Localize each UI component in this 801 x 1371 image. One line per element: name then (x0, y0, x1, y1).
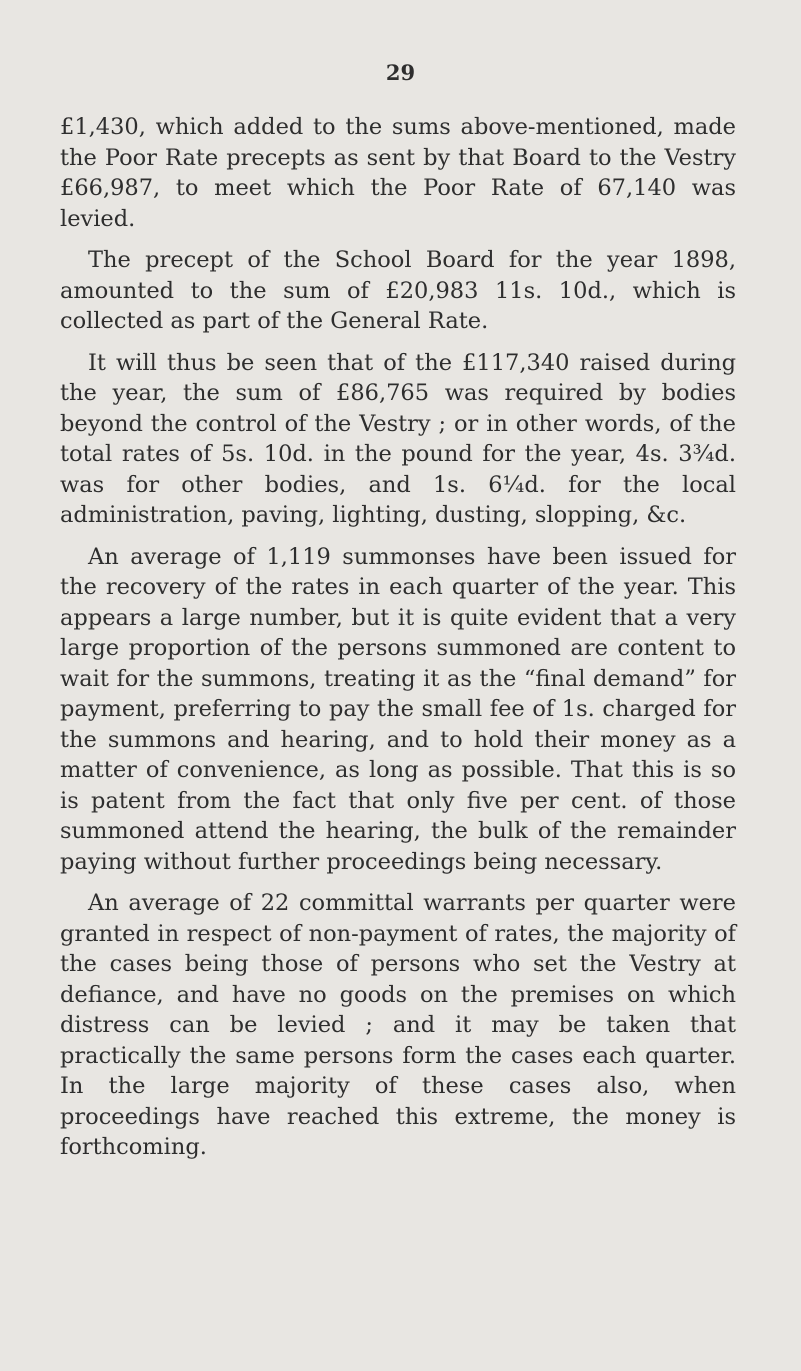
paragraph-1: £1,430, which added to the sums above-mentioned, made the Poor Rate precepts as sent by that Board to the Vestry £66,987, to meet which the Poor Rate of 67,140 was levied. (60, 114, 736, 232)
page-number: 29 (385, 60, 416, 85)
body-text (60, 112, 736, 1174)
paragraph-2: The precept of the School Board for the year 1898, amounted to the sum of £20,983 11s. 10d., which is collected as part of the General Rate. (60, 247, 736, 334)
paragraph-4: An average of 1,119 summonses have been issued for the recovery of the rates in each quarter of the year. This appears a large number, but it is quite evident that a very large proportion of the persons summoned are content to wait for the summons, treating it as the “final demand” for payment, preferring to pay the small fee of 1s. charged for the summons and hearing, and to hold their money as a matter of convenience, as long as possible. That this is so is patent from the fact that only five per cent. of those summoned attend the hearing, the bulk of the remainder paying without further proceedings being necessary. (60, 543, 736, 875)
paragraph-3: It will thus be seen that of the £117,340 raised during the year, the sum of £86,765 was required by bodies beyond the control of the Vestry ; or in other words, of the total rates of 5s. 10d. in the pound for the year, 4s. 3¾d. was for other bodies, and 1s. 6¼d. for the local administration, paving, lighting, dusting, slopping, &c. (60, 349, 736, 528)
paragraph-5: An average of 22 committal warrants per quarter were granted in respect of non-payment of rates, the majority of the cases being those of persons who set the Vestry at defiance, and have no goods on the premises on which distress can be levied ; and it may be taken that practically the same persons form the cases each quarter. In the large majority of these cases also, when proceedings have reached this extreme, the money is forthcoming. (60, 890, 736, 1160)
